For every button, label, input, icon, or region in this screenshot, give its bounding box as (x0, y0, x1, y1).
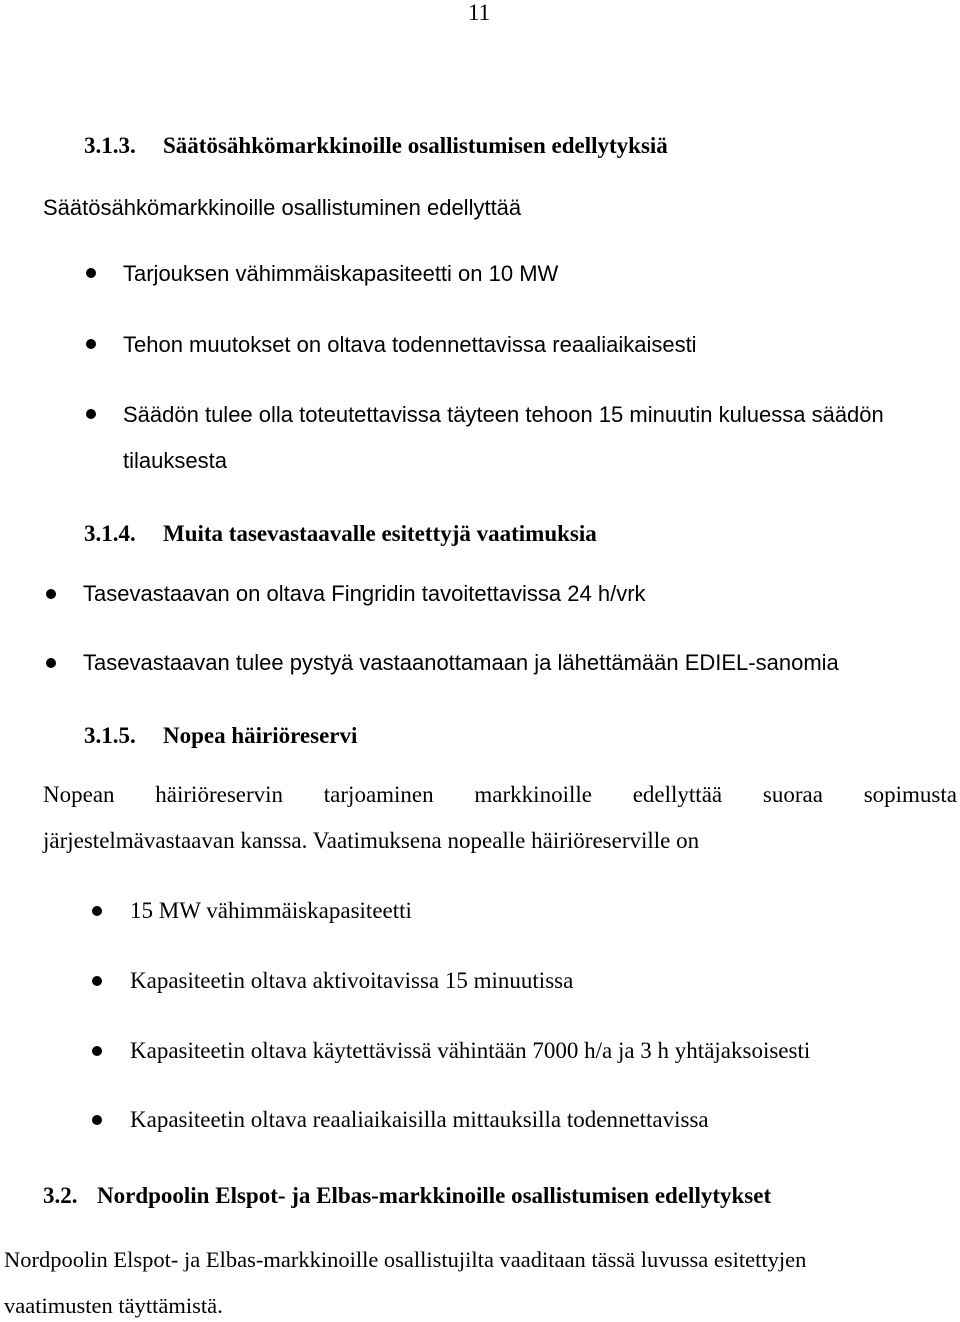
list-item: Tasevastaavan on oltava Fingridin tavoitettavissa 24 h/vrk (83, 581, 646, 606)
word: Nopean (43, 782, 115, 807)
section-3-1-4-number: 3.1.4. (84, 521, 136, 546)
section-3-1-5-paragraph-line-1 (43, 782, 957, 808)
word: tarjoaminen (323, 782, 434, 807)
list-item: Tasevastaavan tulee pystyä vastaanottamaan ja lähettämään EDIEL-sanomia (83, 650, 839, 675)
list-item: 15 MW vähimmäiskapasiteetti (130, 898, 412, 923)
word: sopimusta (863, 782, 957, 807)
list-item: Kapasiteetin oltava käytettävissä vähintään 7000 h/a ja 3 h yhtäjaksoisesti (130, 1038, 811, 1063)
section-3-2-title: Nordpoolin Elspot- ja Elbas-markkinoille osallistumisen edellytykset (97, 1183, 772, 1208)
bullet-icon (86, 409, 96, 419)
list-item-continuation: tilauksesta (123, 448, 227, 473)
bullet-icon (86, 268, 96, 278)
page-number: 11 (468, 0, 491, 25)
word: markkinoille (474, 782, 592, 807)
bullet-icon (92, 906, 102, 916)
word: suoraa (762, 782, 823, 807)
section-3-1-5-paragraph-line-2: järjestelmävastaavan kanssa. Vaatimuksena nopealle häiriöreserville on (43, 828, 700, 853)
bullet-icon (46, 589, 56, 599)
section-3-2-paragraph-line-2: vaatimusten täyttämistä. (4, 1293, 223, 1318)
bullet-icon (46, 658, 56, 668)
bullet-icon (92, 1046, 102, 1056)
section-3-1-4-title: Muita tasevastaavalle esitettyjä vaatimuksia (163, 521, 597, 546)
list-item: Kapasiteetin oltava reaaliaikaisilla mittauksilla todennettavissa (130, 1107, 709, 1132)
section-3-1-3-title: Säätösähkömarkkinoille osallistumisen edellytyksiä (163, 133, 668, 158)
bullet-icon (92, 976, 102, 986)
section-3-2-number: 3.2. (43, 1183, 78, 1208)
section-3-1-3-intro: Säätösähkömarkkinoille osallistuminen edellyttää (43, 195, 522, 220)
section-3-1-3-number: 3.1.3. (84, 133, 136, 158)
list-item: Säädön tulee olla toteutettavissa täyteen tehoon 15 minuutin kuluessa säädön (123, 402, 884, 427)
word: edellyttää (632, 782, 723, 807)
section-3-1-5-number: 3.1.5. (84, 723, 136, 748)
section-3-2-paragraph-line-1: Nordpoolin Elspot- ja Elbas-markkinoille osallistujilta vaaditaan tässä luvussa esitettyjen (4, 1247, 807, 1272)
bullet-icon (86, 339, 96, 349)
list-item: Tarjouksen vähimmäiskapasiteetti on 10 MW (123, 261, 559, 286)
list-item: Tehon muutokset on oltava todennettavissa reaaliaikaisesti (123, 332, 697, 357)
word: häiriöreservin (155, 782, 284, 807)
section-3-1-5-title: Nopea häiriöreservi (163, 723, 358, 748)
list-item: Kapasiteetin oltava aktivoitavissa 15 minuutissa (130, 968, 574, 993)
bullet-icon (92, 1115, 102, 1125)
